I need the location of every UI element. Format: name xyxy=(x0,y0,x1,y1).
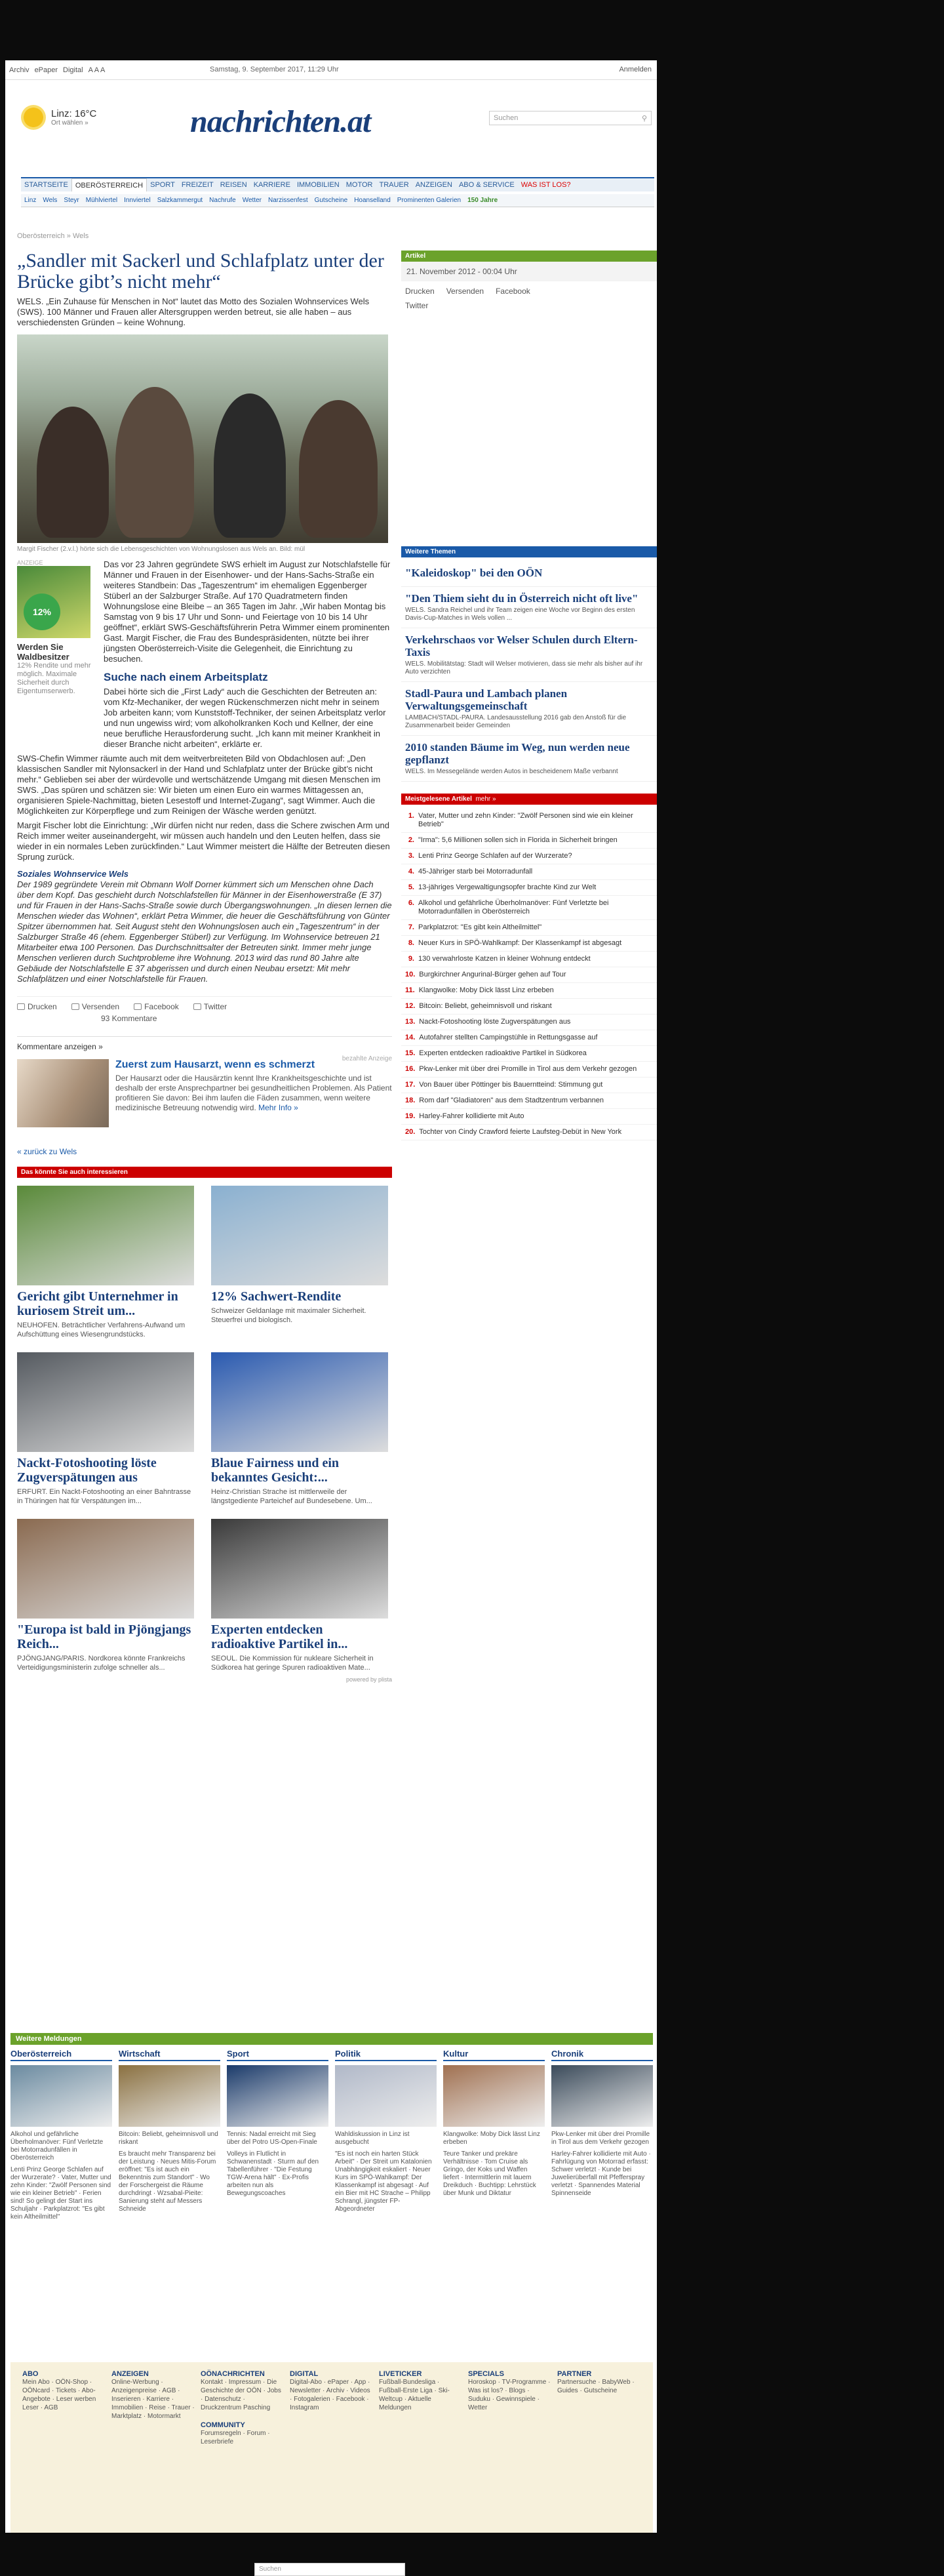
most-read-title[interactable]: Nackt-Fotoshooting löste Zugverspätungen aus xyxy=(419,1018,571,1026)
footer-heading: LIVETICKER xyxy=(379,2370,422,2378)
rank-number: 15. xyxy=(405,1049,416,1057)
column-image[interactable] xyxy=(335,2065,437,2127)
main-nav xyxy=(21,177,654,191)
footer-links[interactable]: Mein Abo · OÖN-Shop · OÖNcard · Tickets · Abo-Angebote · Leser werben Leser · AGB xyxy=(22,2379,96,2411)
column-lead[interactable]: Alkohol und gefährliche Überholmanöver: Fünf Verletzte bei Motorradunfällen in Oberösterreich xyxy=(10,2131,104,2162)
sponsored-more-link[interactable]: Mehr Info » xyxy=(258,1103,298,1112)
column-items[interactable]: "Es ist noch ein harten Stück Arbeit" · Der Streit um Katalonien Unabhängigkeit eskaliert · Neuer Kurs im SPÖ-Wahlkampf: Der Klassenkampf ist abgesagt · Auf ein Bier mit HC Strache – Philipp Schrangl, jüngster FP-Abgeordneter xyxy=(335,2150,432,2213)
news-column xyxy=(227,2049,328,2221)
header xyxy=(5,80,657,139)
most-read-item[interactable] xyxy=(401,896,657,920)
theme-text: WELS. Sandra Reichel und ihr Team zeigen eine Woche vor Beginn des ersten Davis-Cup-Matches in Wels vollen ... xyxy=(405,607,635,622)
interest-teaser[interactable] xyxy=(211,1519,388,1672)
footer-links[interactable]: Digital-Abo · ePaper · App · Newsletter · Archiv · Videos · Fotogalerien · Facebook · Instagram xyxy=(290,2379,370,2411)
teaser-image xyxy=(211,1519,388,1619)
most-read-title[interactable]: Burgkirchner Angurinal-Bürger gehen auf Tour xyxy=(419,971,566,978)
theme-title[interactable]: "Kaleidoskop" bei den OÖN xyxy=(405,567,543,579)
weather-temp: Linz: 16°C xyxy=(51,108,97,119)
footer-column xyxy=(379,2370,463,2525)
top-utility-bar xyxy=(5,60,657,80)
most-read-more-link[interactable]: mehr » xyxy=(475,795,496,803)
most-read-item[interactable] xyxy=(401,1125,657,1140)
sponsored-tag: bezahlte Anzeige xyxy=(342,1055,392,1062)
column-lead[interactable]: Wahldiskussion in Linz ist ausgebucht xyxy=(335,2131,410,2146)
column-image[interactable] xyxy=(10,2065,112,2127)
interest-teaser[interactable] xyxy=(17,1186,194,1339)
column-title[interactable]: Politik xyxy=(335,2049,437,2061)
search-icon[interactable]: ⚲ xyxy=(641,114,647,123)
facebook-button[interactable]: Facebook xyxy=(134,1002,179,1011)
sidebar-share xyxy=(401,281,657,301)
mail-icon xyxy=(71,1003,79,1010)
rank-number: 20. xyxy=(405,1128,416,1136)
nav-item[interactable]: OBERÖSTERREICH xyxy=(71,178,147,191)
subnav-item[interactable]: 150 Jahre xyxy=(467,197,498,204)
back-link[interactable]: « zurück zu Wels xyxy=(17,1147,77,1156)
nav-item[interactable]: TRAUER xyxy=(379,181,409,189)
footer-links[interactable]: Partnersuche · BabyWeb · Guides · Gutscheine xyxy=(557,2379,635,2394)
most-read-title[interactable]: Bitcoin: Beliebt, geheimnisvoll und riskant xyxy=(419,1002,552,1010)
plista-credit: powered by plista xyxy=(345,1676,392,1683)
article-subheading: Suche nach einem Arbeitsplatz xyxy=(104,671,268,683)
nav-item[interactable]: WAS IST LOS? xyxy=(521,181,571,189)
rank-number: 11. xyxy=(405,986,415,994)
more-news-header: Weitere Meldungen xyxy=(10,2033,653,2045)
utility-links xyxy=(9,66,110,74)
nav-item[interactable]: FREIZEIT xyxy=(181,181,214,189)
most-read-title[interactable]: Pkw-Lenker mit über drei Promille in Tirol aus dem Verkehr gezogen xyxy=(419,1065,637,1073)
footer-links[interactable]: Fußball-Bundesliga · Fußball-Erste Liga · Ski-Weltcup · Aktuelle Meldungen xyxy=(379,2379,450,2411)
ad-badge: 12% xyxy=(24,594,60,630)
column-title[interactable]: Sport xyxy=(227,2049,328,2061)
theme-title[interactable]: Stadl-Paura und Lambach planen Verwaltungsgemeinschaft xyxy=(405,687,568,712)
most-read-item[interactable] xyxy=(401,1030,657,1046)
nav-item[interactable]: IMMOBILIEN xyxy=(296,181,340,189)
footer-column xyxy=(111,2370,195,2525)
weather-location-link[interactable]: Ort wählen » xyxy=(51,119,88,127)
interest-teaser[interactable] xyxy=(211,1186,388,1339)
subnav-item[interactable]: Wels xyxy=(43,197,58,204)
sun-icon xyxy=(21,105,46,130)
twitter-button[interactable]: Twitter xyxy=(193,1002,227,1011)
current-date: Samstag, 9. September 2017, 11:29 Uhr xyxy=(210,66,339,73)
rank-number: 6. xyxy=(408,899,414,907)
photo-caption: Margit Fischer (2.v.l.) hörte sich die Lebensgeschichten von Wohnungslosen aus Wels an. Bild: mül xyxy=(17,546,305,553)
most-read-item[interactable] xyxy=(401,936,657,952)
nav-item[interactable]: STARTSEITE xyxy=(24,181,68,189)
rank-number: 1. xyxy=(408,812,414,820)
interest-teaser[interactable] xyxy=(17,1519,194,1672)
footer-search-input[interactable]: Suchen xyxy=(254,2563,405,2576)
subnav-item[interactable]: Gutscheine xyxy=(314,197,348,204)
rank-number: 9. xyxy=(408,955,414,963)
footer-column xyxy=(290,2370,374,2525)
column-title[interactable]: Oberösterreich xyxy=(10,2049,112,2061)
rank-number: 16. xyxy=(405,1065,416,1073)
utility-link[interactable]: A A A xyxy=(88,66,106,74)
rank-number: 2. xyxy=(408,836,414,844)
rank-number: 18. xyxy=(405,1097,416,1104)
rank-number: 14. xyxy=(405,1034,416,1041)
info-title: Soziales Wohnservice Wels xyxy=(17,869,129,879)
news-column xyxy=(119,2049,220,2221)
column-items[interactable]: Teure Tanker und prekäre Verhältnisse · Tom Cruise als Gringo, der Koks und Waffen liefert · Intermittlerin mit lauem Dreikduch · Buchtipp: Lehrstück über Munk und Diktatur xyxy=(443,2150,536,2197)
teaser-image xyxy=(17,1519,194,1619)
weather-widget[interactable] xyxy=(21,105,96,130)
theme-item[interactable] xyxy=(401,736,657,782)
theme-text: WELS. Im Messegelände werden Autos in bescheidenem Maße verbannt xyxy=(405,768,618,775)
theme-text: LAMBACH/STADL-PAURA. Landesausstellung 2016 gab den Anstoß für die Zusammenarbeit beider Gemeinden xyxy=(405,714,627,729)
site-logo[interactable]: nachrichten.at xyxy=(190,104,371,139)
news-column xyxy=(551,2049,653,2221)
most-read-item[interactable] xyxy=(401,880,657,896)
footer-column xyxy=(557,2370,641,2525)
theme-title[interactable]: 2010 standen Bäume im Weg, nun werden neue gepflanzt xyxy=(405,741,630,766)
nav-item[interactable]: MOTOR xyxy=(345,181,373,189)
rank-number: 19. xyxy=(405,1112,416,1120)
footer-links[interactable]: Horoskop · TV-Programme · Was ist los? · Blogs · Suduku · Gewinnspiele · Wetter xyxy=(468,2379,551,2411)
most-read-title[interactable]: 130 verwahrloste Katzen in kleiner Wohnung entdeckt xyxy=(418,955,591,963)
footer-links[interactable]: Forumsregeln · Forum · Leserbriefe xyxy=(201,2430,270,2445)
footer-heading: COMMUNITY xyxy=(201,2421,245,2429)
footer-heading: OÖNACHRICHTEN xyxy=(201,2370,265,2378)
column-image[interactable] xyxy=(227,2065,328,2127)
most-read-item[interactable] xyxy=(401,1109,657,1125)
print-icon xyxy=(17,1003,25,1010)
footer-heading: ANZEIGEN xyxy=(111,2370,149,2378)
teaser-title[interactable]: Gericht gibt Unternehmer in kuriosem Streit um... xyxy=(17,1289,178,1318)
most-read-item[interactable] xyxy=(401,967,657,983)
rank-number: 8. xyxy=(408,939,414,947)
more-news-columns xyxy=(10,2049,653,2221)
teaser-text: ERFURT. Ein Nackt-Fotoshooting an einer Bahntrasse in Thüringen hat für Verspätungen im... xyxy=(17,1488,191,1505)
article-title: „Sandler mit Sackerl und Schlafplatz unter der Brücke gibt’s nicht mehr“ xyxy=(17,250,384,292)
teaser-text: Heinz-Christian Strache ist mittlerweile der längstgediente Parteichef auf Bundesebene. Um... xyxy=(211,1488,372,1505)
most-read-item[interactable] xyxy=(401,999,657,1015)
rank-number: 7. xyxy=(408,923,414,931)
most-read-item[interactable] xyxy=(401,952,657,967)
interest-header: Das könnte Sie auch interessieren xyxy=(17,1167,392,1178)
teaser-text: PJÖNGJANG/PARIS. Nordkorea könnte Frankreichs Verteidigungsministerin zufolge schneller als... xyxy=(17,1655,186,1672)
footer-heading: PARTNER xyxy=(557,2370,592,2378)
most-read-title[interactable]: Klangwolke: Moby Dick lässt Linz erbeben xyxy=(418,986,554,994)
sidebar-send-button[interactable]: Versenden xyxy=(446,287,484,296)
teaser-image xyxy=(17,1186,194,1285)
most-read-item[interactable] xyxy=(401,1062,657,1077)
nav-item[interactable]: ABO & SERVICE xyxy=(458,181,515,189)
most-read-title[interactable]: "Irma": 5,6 Millionen sollen sich in Florida in Sicherheit bringen xyxy=(418,836,618,844)
teaser-title[interactable]: "Europa ist bald in Pjöngjangs Reich... xyxy=(17,1622,191,1651)
news-column xyxy=(10,2049,112,2221)
column-lead[interactable]: Pkw-Lenker mit über drei Promille in Tirol aus dem Verkehr gezogen xyxy=(551,2131,650,2146)
column-items[interactable]: Volleys in Flutlicht in Schwanenstadt · Sturm auf den Tabellenführer · "Die Festung TGW-Arena hält" · Ex-Profis arbeiten nun als Bewegungscoaches xyxy=(227,2150,319,2197)
footer-heading: SPECIALS xyxy=(468,2370,505,2378)
most-read-title[interactable]: Vater, Mutter und zehn Kinder: "Zwölf Personen sind wie ein kleiner Betrieb" xyxy=(418,812,633,828)
print-button[interactable]: Drucken xyxy=(17,1002,57,1011)
nav-item[interactable]: ANZEIGEN xyxy=(415,181,452,189)
footer-heading: ABO xyxy=(22,2370,39,2378)
rank-number: 17. xyxy=(405,1081,416,1089)
most-read-item[interactable] xyxy=(401,864,657,880)
nav-item[interactable]: KARRIERE xyxy=(253,181,290,189)
utility-link[interactable]: ePaper xyxy=(34,66,58,74)
teaser-text: Schweizer Geldanlage mit maximaler Sicherheit. Steuerfrei und biologisch. xyxy=(211,1307,366,1324)
subnav-item[interactable]: Wetter xyxy=(242,197,262,204)
theme-item[interactable] xyxy=(401,587,657,628)
sponsored-teaser[interactable]: bezahlte Anzeige Zuerst zum Hausarzt, wenn es schmerzt Der Hausarzt oder die Hausärztin kennt Ihre Krankheitsgeschichte und ist deshalb der erste Ansprechpartner bei gesundheitlichen Problemen. Als Patient profitieren Sie davon: Bei ihm laufen die Fäden zusammen, wenn weitere medizinische Betreuung notwendig wird. Mehr Info » xyxy=(17,1059,392,1127)
most-read-item[interactable] xyxy=(401,920,657,936)
subnav-item[interactable]: Hoanselland xyxy=(354,197,391,204)
most-read-list xyxy=(401,809,657,1140)
footer-links[interactable]: Online-Werbung · Anzeigenpreise · AGB · Inserieren · Karriere · Immobilien · Reise · Trauer · Marktplatz · Motormarkt xyxy=(111,2379,195,2420)
most-read-title[interactable]: Alkohol und gefährliche Überholmanöver: Fünf Verletzte bei Motorradunfällen in Oberösterreich xyxy=(418,899,609,916)
most-read-item[interactable] xyxy=(401,1015,657,1030)
article-lead: WELS. „Ein Zuhause für Menschen in Not“ lautet das Motto des Sozialen Wohnservices Wels (SWS). 100 Männer und Frauen aller Altersgruppen werden betreut, sie alle haben – aus verschiedensten Gründen – keine Wohnung. xyxy=(17,296,370,327)
news-column xyxy=(443,2049,545,2221)
most-read-item[interactable] xyxy=(401,1046,657,1062)
most-read-title[interactable]: Lenti Prinz George Schlafen auf der Wurzerate? xyxy=(418,852,572,860)
most-read-title[interactable]: Autofahrer stellten Campingstühle in Rettungsgasse auf xyxy=(419,1034,598,1041)
article-photo xyxy=(17,334,388,543)
most-read-title[interactable]: Experten entdecken radioaktive Partikel in Südkorea xyxy=(419,1049,587,1057)
most-read-title[interactable]: 13-jähriges Vergewaltigungsopfer brachte Kind zur Welt xyxy=(418,883,597,891)
sidebar-facebook-button[interactable]: Facebook xyxy=(496,287,530,296)
page xyxy=(5,60,657,2573)
most-read-item[interactable] xyxy=(401,1093,657,1109)
login-link[interactable]: Anmelden xyxy=(619,66,652,73)
send-button[interactable]: Versenden xyxy=(71,1002,119,1011)
community-block xyxy=(201,2421,285,2446)
theme-item[interactable] xyxy=(401,682,657,736)
rank-number: 13. xyxy=(405,1018,416,1026)
news-column xyxy=(335,2049,437,2221)
facebook-icon xyxy=(134,1003,142,1010)
column-items[interactable]: Lenti Prinz George Schlafen auf der Wurzerate? · Vater, Mutter und zehn Kinder: "Zwölf Personen sind wie ein kleiner Betrieb" · Ferien sind! So gelingt der Start ins Schuljahr · Parkplatzrot: "Es gibt kein Altheilmittel" xyxy=(10,2166,111,2221)
most-read-title[interactable]: Rom darf "Gladiatoren" aus dem Stadtzentrum verbannen xyxy=(419,1097,604,1104)
theme-item[interactable] xyxy=(401,628,657,682)
interest-grid xyxy=(17,1186,392,1672)
most-read-item[interactable] xyxy=(401,809,657,833)
teaser-image xyxy=(211,1186,388,1285)
rank-number: 4. xyxy=(408,868,414,875)
teaser-text: NEUHOFEN. Beträchtlicher Verfahrens-Aufwand um Aufschüttung eines Wiesengrundstücks. xyxy=(17,1321,186,1338)
column-title[interactable]: Chronik xyxy=(551,2049,653,2061)
themes-header: Weitere Themen xyxy=(401,546,657,557)
teaser-text: SEOUL. Die Kommission für nukleare Sicherheit in Südkorea hat geringe Spuren radioaktiven Mate... xyxy=(211,1655,374,1672)
subnav-item[interactable]: Innviertel xyxy=(124,197,151,204)
article-column xyxy=(17,251,392,1683)
rank-number: 10. xyxy=(405,971,416,978)
theme-title[interactable]: Verkehrschaos vor Welser Schulen durch Eltern-Taxis xyxy=(405,634,638,658)
info-box: Soziales Wohnservice Wels Der 1989 gegründete Verein mit Obmann Wolf Dorner kümmert sich um Menschen ohne Dach über dem Kopf. Das geschieht durch Notschlafstellen für Männer in der Eisenhowerstraße (E 37) und für Frauen in der Hans-Sachs-Straße sowie durch Übergangswohnungen. „In diesen lernen die Menschen wieder das Wohnen“, erklärt Petra Wimmer, die heuer die Geschäftsführung von Günter Spitzer übernommen hat. Seit August steht den Wohnungslosen auch ein „Tageszentrum“ in der Salzburger Straße 46 (ehem. Eggenberger Stüberl) zur Verfügung. Im Wohnservice betreuen 21 Mitarbeiter etwa 100 Personen. Das Durchschnittsalter der Betreuten sinkt. Immer mehr junge Menschen verlieren durch Suchtprobleme ihre Wohnung. 2013 wird das rund 80 Jahre alte Gebäude der Notschlafstelle E 37 abgerissen und durch einen Neubau ersetzt: Mit mehr Schlafplätzen und einer Notschlafstelle für Frauen. xyxy=(17,869,392,984)
nav-item[interactable]: REISEN xyxy=(220,181,247,189)
teaser-image xyxy=(211,1352,388,1452)
utility-link[interactable]: Archiv xyxy=(9,66,30,74)
subnav-item[interactable]: Prominenten Galerien xyxy=(397,197,462,204)
article-date: 21. November 2012 - 00:04 Uhr xyxy=(401,262,657,281)
footer-column xyxy=(468,2370,552,2525)
theme-item[interactable] xyxy=(401,561,657,587)
most-read-title[interactable]: 45-Jähriger starb bei Motorradunfall xyxy=(418,868,533,875)
sidebar-twitter-button[interactable]: Twitter xyxy=(405,301,429,310)
rank-number: 3. xyxy=(408,852,414,860)
column-lead[interactable]: Tennis: Nadal erreicht mit Sieg über del Potro US-Open-Finale xyxy=(227,2131,317,2146)
footer-column xyxy=(22,2370,106,2525)
column-lead[interactable]: Bitcoin: Beliebt, geheimnisvoll und riskant xyxy=(119,2131,218,2146)
most-read-title[interactable]: Harley-Fahrer kollidierte mit Auto xyxy=(419,1112,524,1120)
most-read-item[interactable] xyxy=(401,849,657,864)
column-items[interactable]: Harley-Fahrer kollidierte mit Auto · Fahrlügung von Motorrad erfasst: Schwer verletzt · Kunde bei Juwelierüberfall mit Pfefferspray verletzt · Spannendes Material Spinnenseide xyxy=(551,2150,651,2197)
column-lead[interactable]: Klangwolke: Moby Dick lässt Linz erbeben xyxy=(443,2131,540,2146)
themes-list xyxy=(401,561,657,782)
ad-image xyxy=(17,566,90,638)
subnav-item[interactable]: Steyr xyxy=(64,197,79,204)
show-comments-link[interactable]: Kommentare anzeigen » xyxy=(17,1036,392,1051)
most-read-item[interactable] xyxy=(401,983,657,999)
subnav-item[interactable]: Nachrufe xyxy=(209,197,236,204)
subnav-item[interactable]: Narzissenfest xyxy=(268,197,308,204)
sidebar xyxy=(401,251,657,1140)
teaser-image xyxy=(17,1352,194,1452)
subnav-item[interactable]: Salzkammergut xyxy=(157,197,203,204)
breadcrumb[interactable]: Oberösterreich » Wels xyxy=(17,232,89,240)
article-body: Das vor 23 Jahren gegründete SWS erhielt im August zur Notschlafstelle für Männer und Frauen in der Eisenhower- und der Hans-Sachs-Straße ein weiteres Standbein: Das „Tageszentrum“ im ehemaligen Eggenberger Stüberl an der Salzburger Straße. Auf 170 Quadratmetern finden Wohnungslose eine Bleibe – an 365 Tagen im Jahr. „Wir haben Montag bis Samstag von 9 bis 17 Uhr und Sonn- und Feiertage von 10 bis 14 Uhr geöffnet“, erklärt SWS-Geschäftsführerin Petra Wimmer einem prominenten Gast. Margit Fischer, die Frau des Bundespräsidenten, nützte bei ihrer jüngsten Oberösterreich-Visite die Gelegenheit, die Einrichtung zu besuchen. Suche nach einem Arbeitsplatz Dabei hörte sich die „First Lady“ auch die Geschichten der Betreuten an: vom Kfz-Mechaniker, der wegen Rückenschmerzen nicht mehr in seinem Job arbeiten kann; vom Kunststoff-Techniker, der seinen Arbeitsplatz verlor und nun ungewiss wird; vom alkoholkranken Koch und Kellner, der eine neue berufliche Herausforderung sucht. „Ich kann mit meiner Krankheit in dieser Branche nicht arbeiten“, erklärte er. SWS-Chefin Wimmer räumte auch mit dem weitverbreiteten Bild von Obdachlosen auf: „Den klassischen Sandler mit Nylonsackerl in der Hand und Schlafplatz unter der Brücke gibt’s nicht mehr.“ Geblieben sei aber der würdevolle und wertschätzende Umgang mit diesen Menschen im SWS. „Das spüren und schätzen sie: Wir bieten um einen Euro ein warmes Mittagessen an, organisieren Spiele-Nachmittag, bieten Lesestoff und Internet-Zugang“, sagt Wimmer. Auch die Möglichkeiten zur Körperpflege und zum Reinigen der Wäsche werden genützt. Margit Fischer lobt die Einrichtung: „Wir dürfen nicht nur reden, dass die Schere zwischen Arm und Reich immer weiter auseinandergeht, wir müssen auch handeln und den Leuten helfen, dass sie wieder in ein normales Leben zurückfinden.“ Laut Wimmer meistert die Hälfte der Betreuten diesen Sprung zurück. Soziales Wohnservice Wels Der 1989 gegründete Verein mit Obmann Wolf Dorner kümmert sich um Menschen ohne Dach über dem Kopf. Das geschieht durch Notschlafstellen für Männer in der Eisenhowerstraße (E 37) und für Frauen in der Hans-Sachs-Straße sowie durch Übergangswohnungen. „In diesen lernen die Menschen wieder das Wohnen“, erklärt Petra Wimmer, die heuer die Geschäftsführung von Günter Spitzer übernommen hat. Seit August steht den Wohnungslosen auch ein „Tageszentrum“ in der Salzburger Straße 46 (ehem. Eggenberger Stüberl) zur Verfügung. Im Wohnservice betreuen 21 Mitarbeiter etwa 100 Personen. Das Durchschnittsalter der Betreuten sinkt. Immer mehr junge Menschen verlieren durch Suchtprobleme ihre Wohnung. 2013 wird das rund 80 Jahre alte Gebäude der Notschlafstelle E 37 abgerissen und durch einen Neubau ersetzt: Mit mehr Schlafplätzen und einer Notschlafstelle für Frauen. xyxy=(17,559,392,984)
article-box-header: Artikel xyxy=(401,251,657,262)
sponsored-title: Zuerst zum Hausarzt, wenn es schmerzt xyxy=(115,1059,315,1070)
nav-item[interactable]: SPORT xyxy=(150,181,175,189)
teaser-title[interactable]: Experten entdecken radioaktive Partikel in... xyxy=(211,1622,348,1651)
interest-teaser[interactable] xyxy=(17,1352,194,1506)
ad-waldbesitzer[interactable] xyxy=(17,559,97,696)
comment-count[interactable]: 93 Kommentare xyxy=(101,1014,157,1023)
teaser-title[interactable]: Blaue Fairness und ein bekanntes Gesicht:... xyxy=(211,1456,340,1485)
footer xyxy=(10,2362,653,2533)
theme-text: WELS. Mobilitätstag: Stadt will Welser motivieren, dass sie mehr als bisher auf ihr Auto verzichten xyxy=(405,660,643,675)
most-read-title[interactable]: Von Bauer über Pöttinger bis Bauerntteind: Stimmung gut xyxy=(419,1081,603,1089)
most-read-title[interactable]: Tochter von Cindy Crawford feierte Laufsteg-Debüt in New York xyxy=(419,1128,622,1136)
sub-nav xyxy=(21,194,654,207)
theme-title[interactable]: "Den Thiem sieht du in Österreich nicht oft live" xyxy=(405,592,639,605)
column-items[interactable]: Es braucht mehr Transparenz bei der Leistung · Neues Mitis-Forum eröffnet: "Es ist auch ein Bekenntnis zum Standort" · Wo der Forschergeist die Räume durchdringt · Wzsabal-Pieite: Sanierung steht auf Messers Schneide xyxy=(119,2150,216,2213)
rank-number: 12. xyxy=(405,1002,416,1010)
article-share-bar xyxy=(17,996,392,1011)
sponsored-image xyxy=(17,1059,109,1127)
interest-teaser[interactable] xyxy=(211,1352,388,1506)
column-image[interactable] xyxy=(443,2065,545,2127)
footer-column xyxy=(201,2370,285,2525)
most-read-title[interactable]: Neuer Kurs in SPÖ-Wahlkampf: Der Klassenkampf ist abgesagt xyxy=(418,939,622,947)
search-input[interactable]: Suchen ⚲ xyxy=(489,111,652,125)
most-read-title[interactable]: Parkplatzrot: "Es gibt kein Altheilmittel" xyxy=(418,923,542,931)
most-read-item[interactable] xyxy=(401,1077,657,1093)
most-read-item[interactable] xyxy=(401,833,657,849)
column-image[interactable] xyxy=(119,2065,220,2127)
twitter-icon xyxy=(193,1003,201,1010)
ad-text: 12% Rendite und mehr möglich. Maximale Sicherheit durch Eigentumserwerb. xyxy=(17,662,91,695)
teaser-title[interactable]: Nackt-Fotoshooting löste Zugverspätungen aus xyxy=(17,1456,157,1485)
column-title[interactable]: Kultur xyxy=(443,2049,545,2061)
sidebar-print-button[interactable]: Drucken xyxy=(405,287,435,296)
column-title[interactable]: Wirtschaft xyxy=(119,2049,220,2061)
most-read-header: Meistgelesene Artikel mehr » xyxy=(401,794,657,805)
footer-links[interactable]: Kontakt · Impressum · Die Geschichte der OÖN · Jobs · Datenschutz · Druckzentrum Pasching xyxy=(201,2379,281,2411)
ad-tag: ANZEIGE xyxy=(17,559,43,566)
teaser-title[interactable]: 12% Sachwert-Rendite xyxy=(211,1289,342,1304)
more-news xyxy=(10,2033,653,2221)
utility-link[interactable]: Digital xyxy=(63,66,83,74)
column-image[interactable] xyxy=(551,2065,653,2127)
footer-heading: DIGITAL xyxy=(290,2370,319,2378)
subnav-item[interactable]: Linz xyxy=(24,197,37,204)
ad-title: Werden Sie Waldbesitzer xyxy=(17,642,69,662)
subnav-item[interactable]: Mühlviertel xyxy=(85,197,118,204)
rank-number: 5. xyxy=(408,883,414,891)
